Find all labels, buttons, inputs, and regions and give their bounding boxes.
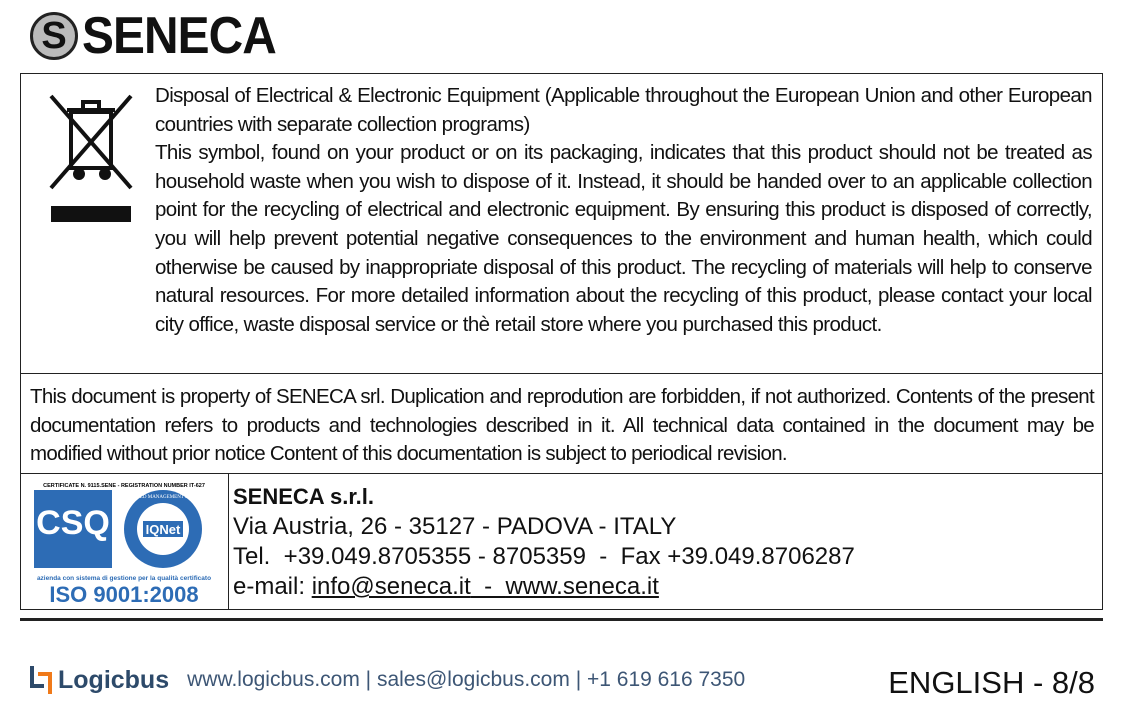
logicbus-contacts: www.logicbus.com | sales@logicbus.com | +1 619 616 7350 bbox=[187, 668, 746, 691]
seneca-logo-text: SENECA bbox=[82, 7, 276, 65]
disposal-heading: Disposal of Electrical & Electronic Equipment (Applicable throughout the European Union and other European countries with separate collection programs) bbox=[155, 84, 1092, 136]
seneca-logo bbox=[30, 6, 293, 66]
page-indicator: ENGLISH - 8/8 bbox=[888, 665, 1095, 700]
property-section bbox=[21, 373, 1102, 474]
company-phone: Tel. +39.049.8705355 - 8705359 - Fax +39.049.8706287 bbox=[233, 543, 855, 570]
weee-crossed-bin-icon bbox=[49, 94, 133, 222]
property-notice: This document is property of SENECA srl. Duplication and reprodution are forbidden, if not authorized. Contents of the present documentation refers to products and technologies described in it. All technical data contained in the document may be modified without prior notice Content of this documentation is subject to periodical revision. bbox=[30, 385, 1094, 465]
email-label: e-mail: bbox=[233, 573, 312, 600]
csq-logo: CSQ bbox=[36, 504, 110, 542]
iqnet-ring-text: CERTIFIED MANAGEMENT SYSTEM bbox=[121, 495, 205, 500]
logicbus-footer bbox=[28, 664, 745, 696]
company-name: SENECA s.r.l. bbox=[233, 484, 375, 509]
company-street: Via Austria, 26 - 35127 - PADOVA - ITALY bbox=[233, 513, 677, 540]
iso-label: ISO 9001:2008 bbox=[49, 582, 199, 607]
disposal-section bbox=[21, 74, 1102, 374]
iqnet-logo: IQNet bbox=[145, 522, 181, 537]
divider bbox=[20, 618, 1103, 621]
cert-number: CERTIFICATE N. 9115.SENE - REGISTRATION NUMBER IT-627 bbox=[43, 483, 205, 489]
email-link[interactable]: info@seneca.it bbox=[311, 573, 471, 600]
logicbus-logo-icon bbox=[28, 664, 54, 696]
website-link[interactable]: www.seneca.it bbox=[505, 573, 659, 600]
disposal-text bbox=[155, 82, 1092, 339]
disposal-body: This symbol, found on your product or on its packaging, indicates that this product should not be treated as household waste when you wish to dispose of it. Instead, it should be handed over to an applicable collection point for the recycling of electrical and electronic equipment. By ensuring this product is disposed of correctly, you will help prevent potential negative consequences to the environment and human health, which could otherwise be caused by inappropriate disposal of this product. The recycling of materials will help to conserve natural resources. For more detailed information about the recycling of this product, please contact your local city office, waste disposal service or thè retail store where you purchased this product. bbox=[155, 141, 1092, 336]
logicbus-logo-text: Logicbus bbox=[58, 665, 170, 694]
cert-subtitle: azienda con sistema di gestione per la qualità certificato bbox=[36, 575, 212, 582]
link-separator: - bbox=[470, 573, 506, 600]
company-address bbox=[233, 482, 855, 602]
info-box bbox=[20, 73, 1103, 610]
seneca-logo-mark: S bbox=[30, 12, 78, 60]
iso-certificate bbox=[21, 474, 229, 610]
